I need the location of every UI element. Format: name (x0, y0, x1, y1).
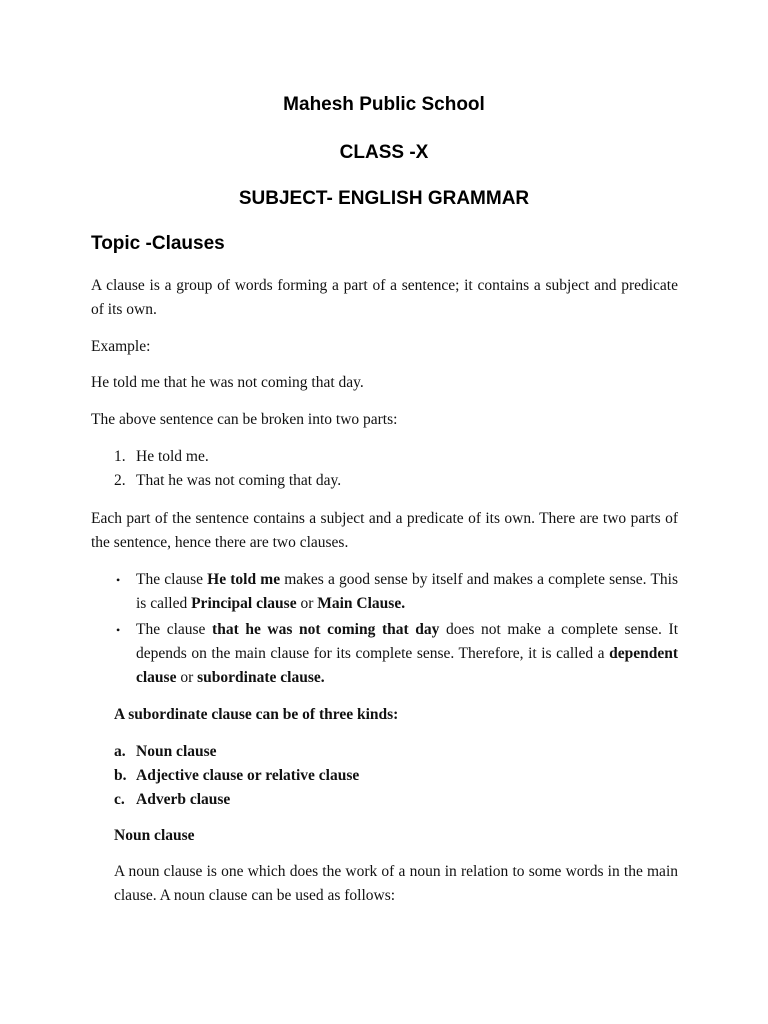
bullet-text: The clause (136, 571, 208, 588)
list-item (114, 568, 678, 616)
list-item-text: Adjective clause or relative clause (136, 767, 360, 784)
example-sentence: He told me that he was not coming that day. (91, 374, 364, 391)
list-item (114, 764, 614, 788)
list-item (114, 445, 614, 469)
bullet-icon: • (116, 623, 121, 637)
intro-paragraph: A clause is a group of words forming a part of a sentence; it contains a subject and predicate of its own. (91, 277, 678, 318)
list-item-text: Noun clause (136, 743, 217, 760)
list-item (114, 740, 614, 764)
bold-phrase: Principal clause (191, 595, 297, 612)
class-heading: CLASS -X (339, 142, 429, 163)
bullet-text: or (176, 669, 198, 686)
each-part-paragraph: Each part of the sentence contains a subject and a predicate of its own. There are two parts of the sentence, hence there are two clauses. (91, 510, 678, 551)
list-marker: 2. (114, 472, 126, 489)
list-item (114, 618, 678, 690)
school-name: Mahesh Public School (283, 94, 485, 115)
list-item (114, 469, 614, 493)
example-label: Example: (91, 338, 151, 355)
topic-heading: Topic -Clauses (91, 233, 225, 254)
parts-list (114, 445, 614, 493)
kinds-list (114, 740, 614, 812)
list-marker: b. (114, 767, 127, 784)
bold-phrase: Main Clause. (317, 595, 406, 612)
bullet-text: does not make a complete sense. It depends on the main clause for its complete sense. Therefore, it is called a (136, 621, 679, 662)
noun-clause-heading: Noun clause (114, 827, 195, 844)
list-item (114, 788, 614, 812)
bullet-icon: • (116, 573, 121, 587)
bullet-text: or (296, 595, 318, 612)
bold-phrase: dependent clause (136, 645, 678, 686)
list-item-text: That he was not coming that day. (136, 472, 342, 489)
bullet-text: The clause (136, 621, 213, 638)
list-marker: a. (114, 743, 126, 760)
subject-heading: SUBJECT- ENGLISH GRAMMAR (238, 188, 530, 209)
bold-phrase: subordinate clause. (197, 669, 325, 686)
bullet-text: makes a good sense by itself and makes a complete sense. This is called (136, 571, 679, 612)
bold-phrase: that he was not coming that day (212, 621, 440, 638)
list-marker: 1. (114, 448, 126, 465)
noun-clause-paragraph: A noun clause is one which does the work of a noun in relation to some words in the main clause. A noun clause can be used as follows: (114, 863, 678, 904)
list-item-text: He told me. (136, 448, 209, 465)
kinds-heading: A subordinate clause can be of three kinds: (114, 706, 399, 723)
broken-intro: The above sentence can be broken into two parts: (91, 411, 398, 428)
clause-bullets (114, 568, 678, 692)
bold-phrase: He told me (207, 571, 281, 588)
list-marker: c. (114, 791, 125, 808)
list-item-text: Adverb clause (136, 791, 231, 808)
